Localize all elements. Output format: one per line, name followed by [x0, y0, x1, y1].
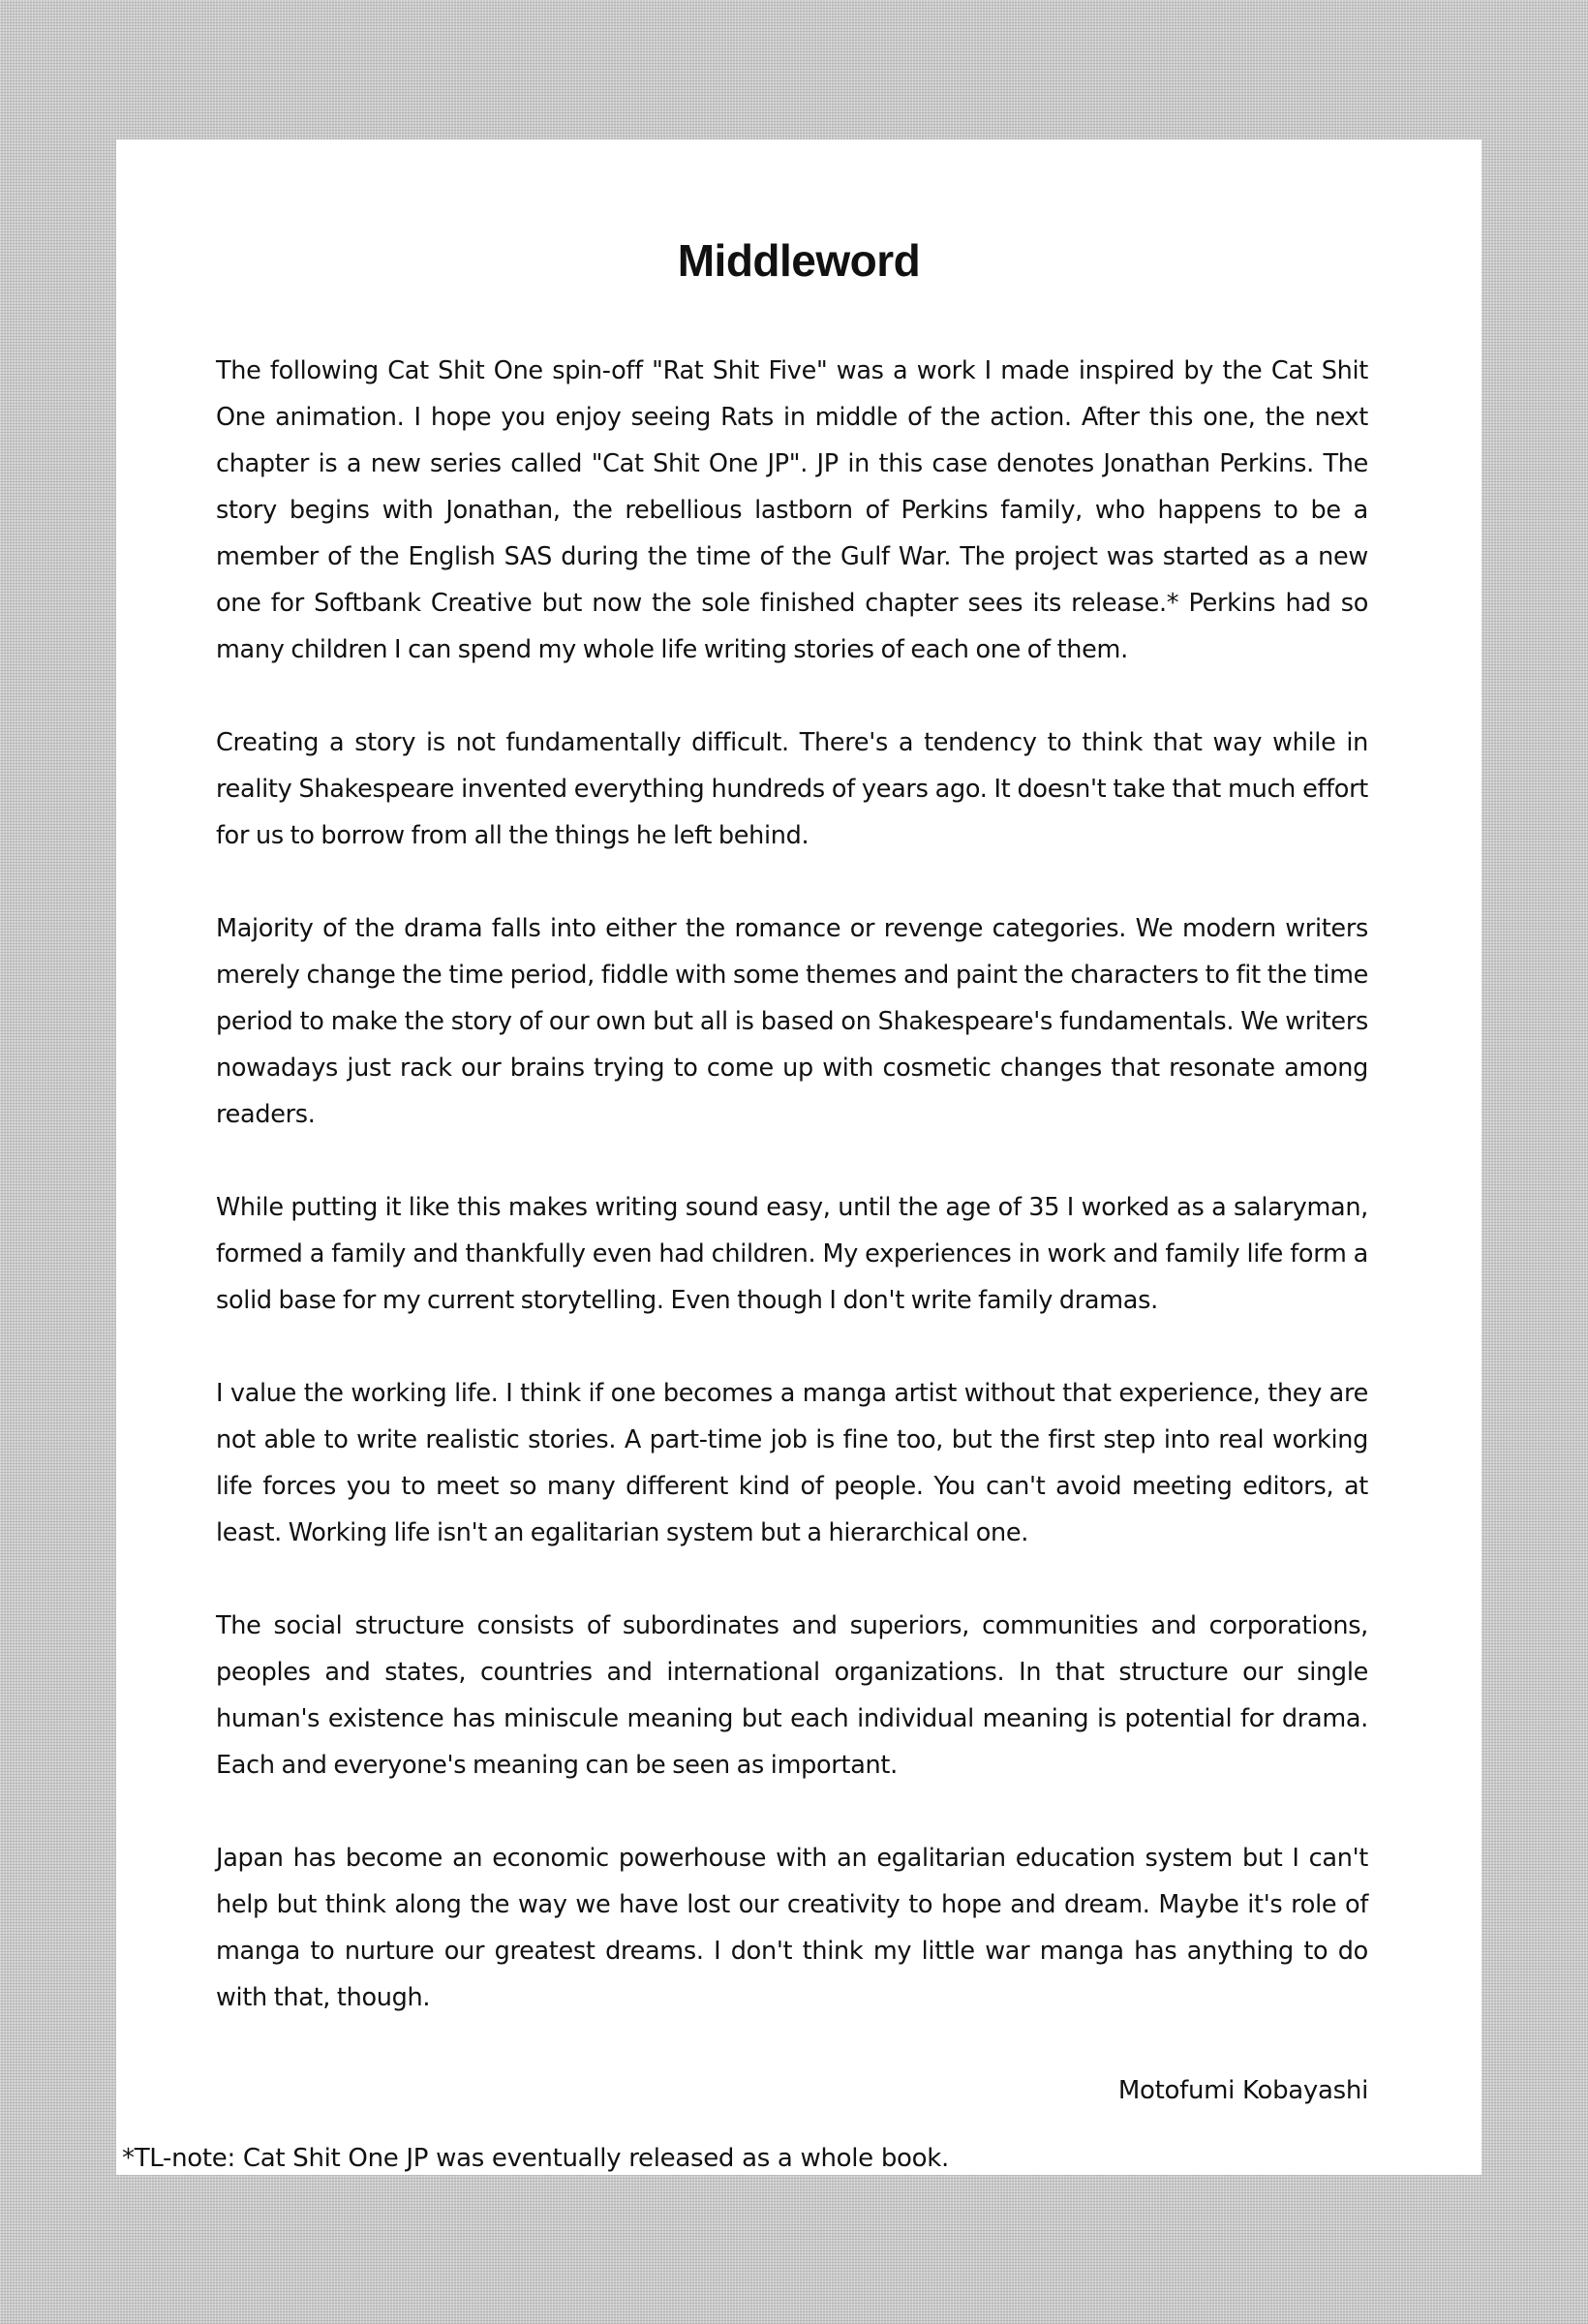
paragraph-6: The social structure consists of subordinates and superiors, communities and corporations, peoples and states, countries and international organizations. In that structure our single human's existence has miniscule meaning but each individual meaning is potential for drama. Each and everyone's meaning can be seen as important. [216, 1611, 1368, 1780]
body-text [216, 348, 1368, 2067]
paragraph-5: I value the working life. I think if one becomes a manga artist without that experience, they are not able to write realistic stories. A part-time job is fine too, but the first step into real working life forces you to meet so many different kind of people. You can't avoid meeting editors, at least. Working life isn't an egalitarian system but a hierarchical one. [216, 1379, 1368, 1547]
paragraph-3: Majority of the drama falls into either the romance or revenge categories. We modern writers merely change the time period, fiddle with some themes and paint the characters to fit the time period to make the story of our own but all is based on Shakespeare's fundamentals. We writers nowadays just rack our brains trying to come up with cosmetic changes that resonate among readers. [216, 914, 1368, 1129]
paragraph-7: Japan has become an economic powerhouse with an egalitarian education system but I can't help but think along the way we have lost our creativity to hope and dream. Maybe it's role of manga to nurture our greatest dreams. I don't think my little war manga has anything to do with that, though. [216, 1844, 1368, 2012]
paragraph-4: While putting it like this makes writing sound easy, until the age of 35 I worked as a salaryman, formed a family and thankfully even had children. My experiences in work and family life form a solid base for my current storytelling. Even though I don't write family dramas. [216, 1193, 1368, 1315]
paragraph-1: The following Cat Shit One spin-off "Rat Shit Five" was a work I made inspired by the Cat Shit One animation. I hope you enjoy seeing Rats in middle of the action. After this one, the next chapter is a new series called "Cat Shit One JP". JP in this case denotes Jonathan Perkins. The story begins with Jonathan, the rebellious lastborn of Perkins family, who happens to be a member of the English SAS during the time of the Gulf War. The project was started as a new one for Softbank Creative but now the sole finished chapter sees its release.* Perkins had so many children I can spend my whole life writing stories of each one of them. [216, 356, 1368, 664]
author-signature: Motofumi Kobayashi [1117, 2076, 1368, 2105]
page-title: Middleword [677, 235, 921, 286]
paragraph-2: Creating a story is not fundamentally difficult. There's a tendency to think that way while in reality Shakespeare invented everything hundreds of years ago. It doesn't take that much effort for us to borrow from all the things he left behind. [216, 728, 1368, 850]
translator-footnote: *TL-note: Cat Shit One JP was eventually released as a whole book. [122, 2144, 949, 2173]
document-page [116, 139, 1481, 2175]
